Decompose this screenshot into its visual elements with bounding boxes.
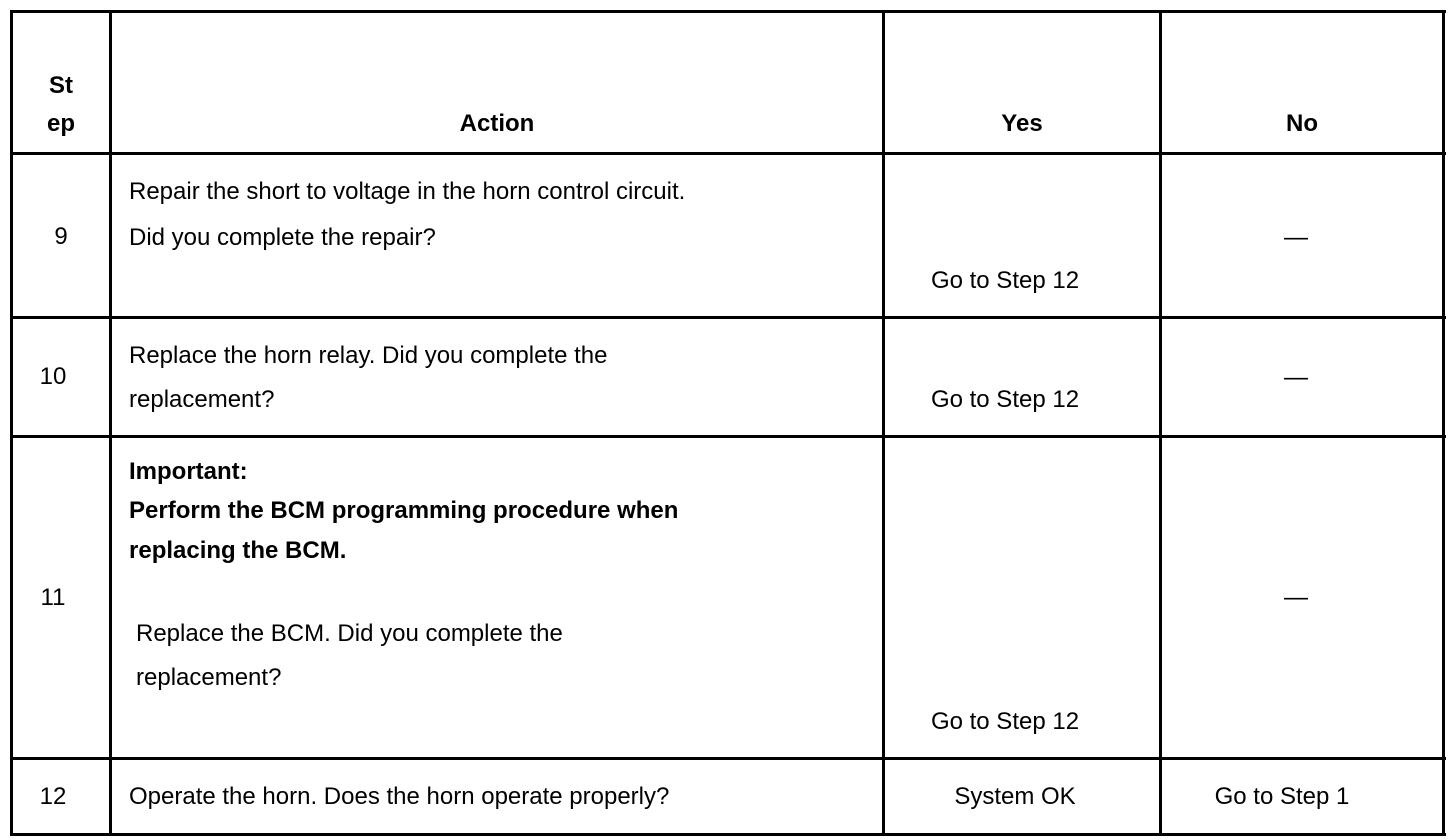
- action-text: replacement?: [129, 386, 275, 413]
- important-text: replacing the BCM.: [129, 537, 347, 564]
- action-text: replacement?: [136, 664, 282, 691]
- action-text: Operate the horn. Does the horn operate properly?: [129, 783, 670, 810]
- header-no: No: [1286, 110, 1318, 137]
- action-text: Repair the short to voltage in the horn control circuit.: [129, 178, 686, 205]
- no-result: —: [1284, 364, 1308, 391]
- step-number: 9: [54, 223, 68, 250]
- yes-result: Go to Step 12: [930, 708, 1080, 735]
- table-rule-row-11: [10, 757, 1446, 760]
- header-action: Action: [459, 110, 535, 137]
- step-number: 10: [39, 363, 67, 390]
- table-rule-header: [10, 152, 1446, 155]
- step-number: 11: [40, 584, 66, 611]
- action-text: Replace the horn relay. Did you complete the: [129, 342, 608, 369]
- yes-result: Go to Step 12: [930, 267, 1080, 294]
- step-number: 12: [39, 783, 67, 810]
- important-label: Important:: [129, 458, 248, 485]
- yes-result: Go to Step 12: [930, 386, 1080, 413]
- table-border-bottom: [10, 833, 1446, 836]
- table-border-right: [1442, 10, 1445, 836]
- no-result: Go to Step 1: [1214, 783, 1350, 810]
- table-border-top: [10, 10, 1446, 13]
- no-result: —: [1284, 584, 1308, 611]
- important-text: Perform the BCM programming procedure when: [129, 497, 679, 524]
- yes-result: System OK: [954, 783, 1076, 810]
- no-result: —: [1284, 224, 1308, 251]
- table-rule-row-10: [10, 435, 1446, 438]
- header-step-line-2: ep: [46, 110, 75, 137]
- header-step-line-1: St: [49, 72, 73, 99]
- table-rule-row-9: [10, 316, 1446, 319]
- action-text: Did you complete the repair?: [129, 224, 436, 251]
- header-yes: Yes: [1001, 110, 1043, 137]
- action-text: Replace the BCM. Did you complete the: [136, 620, 563, 647]
